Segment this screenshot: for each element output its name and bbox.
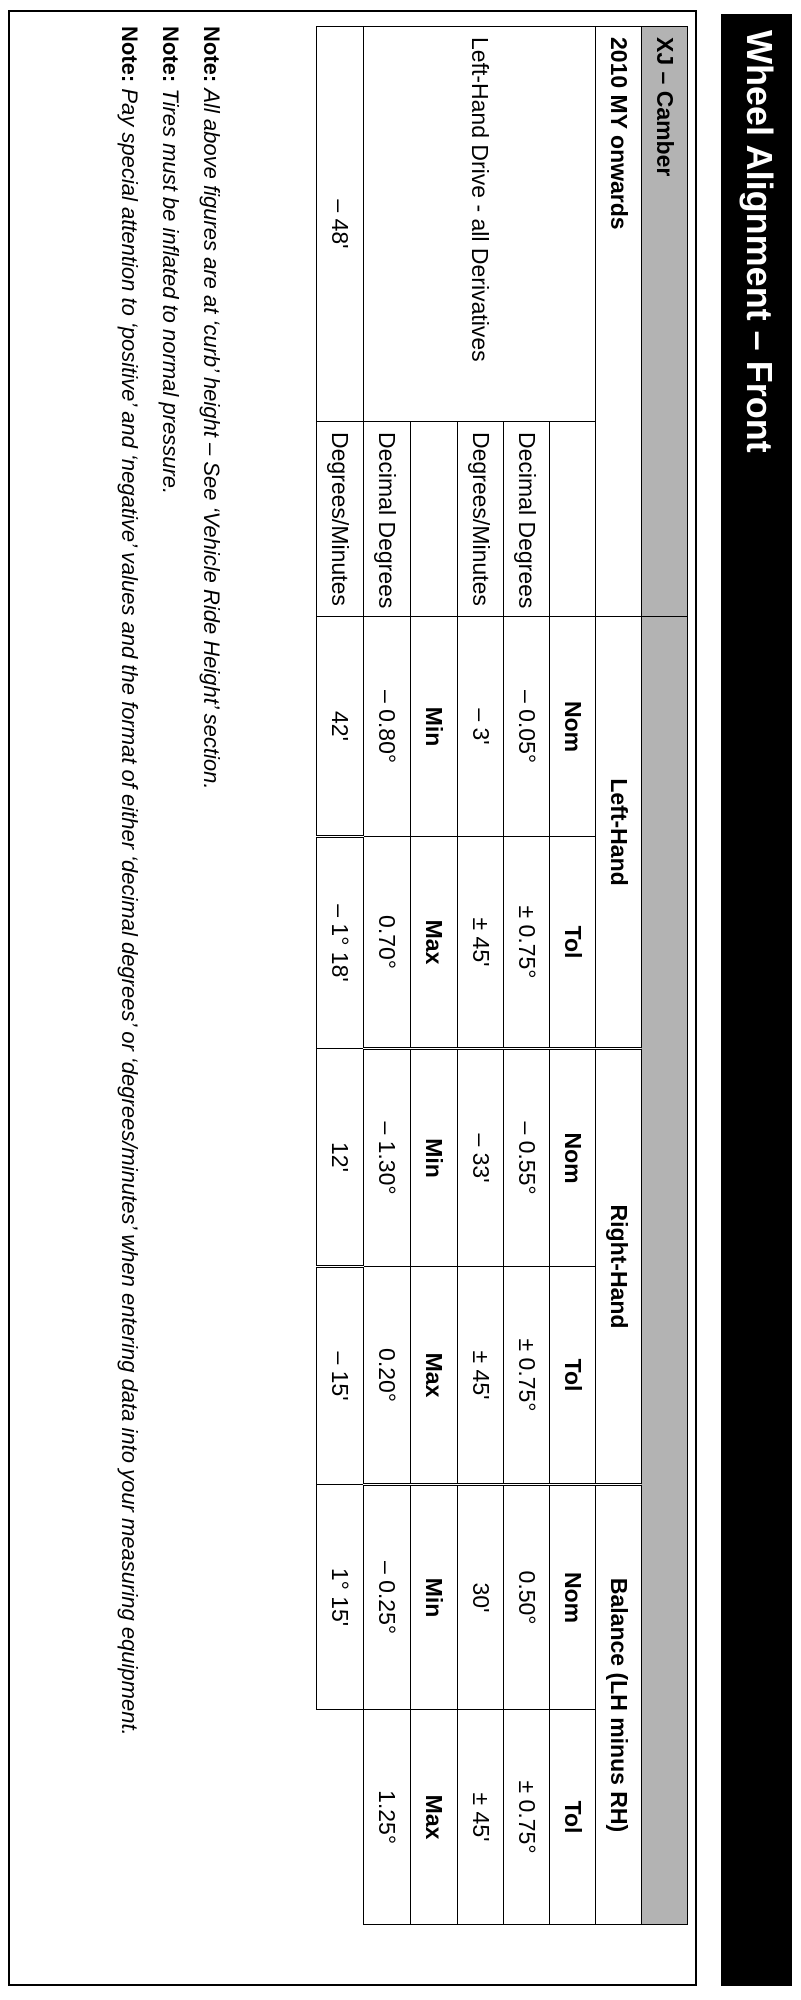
rh-tol-value: ± 0.75° (504, 1267, 550, 1485)
bal-min-value: – 0.25° (364, 1485, 411, 1710)
lh-tol-header: Tol (550, 837, 596, 1049)
row-label: Degrees/Minutes (317, 422, 364, 616)
row-label: Decimal Degrees (504, 422, 550, 617)
lh-nom-value: – 3' (458, 617, 504, 837)
lh-min-value: – 0.80° (364, 617, 411, 837)
rh-min-header: Min (411, 1049, 458, 1267)
rh-nom-header: Nom (550, 1049, 596, 1267)
group-right-hand: Right-Hand (596, 1049, 642, 1485)
row-label: Decimal Degrees (364, 422, 411, 616)
note-sign-format (114, 26, 145, 1906)
bal-max-value: 1° 15' (317, 1485, 364, 1710)
lh-min-value: – 48' (317, 27, 364, 422)
note-text: Pay special attention to ‘positive’ and ‘negative’ values and the format of either ‘decimal degrees’ or ‘degrees/minutes’ when entering data into your measuring equipment. (117, 88, 142, 1736)
bal-nom-header: Nom (550, 1485, 596, 1710)
lh-tol-value: ± 0.75° (504, 837, 550, 1049)
rh-nom-value: – 33' (458, 1049, 504, 1267)
note-text: All above figures are at ‘curb’ height – See ‘Vehicle Ride Height’ section. (199, 88, 224, 790)
notes-section (104, 26, 227, 1906)
camber-spec-table (316, 26, 688, 1925)
bal-min-header: Min (411, 1485, 458, 1710)
lh-nom-header: Nom (550, 617, 596, 837)
rh-max-value: 0.20° (364, 1267, 411, 1485)
bal-nom-value: 0.50° (504, 1485, 550, 1710)
group-left-hand: Left-Hand (596, 617, 642, 1049)
note-curb-height (196, 26, 227, 1906)
bal-nom-value: 30' (458, 1485, 504, 1710)
row-label: Degrees/Minutes (458, 422, 504, 617)
note-label: Note: (117, 26, 142, 83)
lh-nom-value: – 0.05° (504, 617, 550, 837)
table-row (317, 27, 364, 1925)
lh-tol-value: ± 45' (458, 837, 504, 1049)
rh-max-value: 12' (317, 1049, 364, 1267)
lh-min-header: Min (411, 617, 458, 837)
rh-nom-value: – 0.55° (504, 1049, 550, 1267)
row-label-blank (411, 422, 457, 616)
row-label-stack (317, 422, 458, 617)
bal-tol-header: Tol (550, 1710, 596, 1925)
note-tire-pressure (155, 26, 186, 1906)
rh-min-value: – 1.30° (364, 1049, 411, 1267)
rh-tol-header: Tol (550, 1267, 596, 1485)
page-title: Wheel Alignment – Front (739, 30, 780, 453)
lh-max-value: 0.70° (364, 837, 411, 1049)
derivative-cell: Left-Hand Drive - all Derivatives (364, 27, 596, 422)
lh-max-value: 42' (317, 617, 364, 837)
group-balance: Balance (LH minus RH) (596, 1485, 642, 1925)
group-header-row (596, 27, 642, 1925)
note-text: Tires must be inflated to normal pressure. (158, 88, 183, 495)
note-label: Note: (199, 26, 224, 83)
section-title: XJ – Camber (642, 27, 688, 617)
section-header-fill (642, 617, 688, 1925)
nom-tol-header-row (550, 27, 596, 1925)
bal-tol-value: ± 45' (458, 1710, 504, 1925)
lh-max-header: Max (411, 837, 458, 1049)
bal-max-value: 1.25° (364, 1710, 411, 1925)
rh-min-value: – 1° 18' (317, 837, 364, 1049)
bal-min-value: – 15' (317, 1267, 364, 1485)
rh-max-header: Max (411, 1267, 458, 1485)
note-label: Note: (158, 26, 183, 83)
row-label-blank (550, 422, 596, 617)
bal-max-header: Max (411, 1710, 458, 1925)
section-header-row (642, 27, 688, 1925)
model-year-cell: 2010 MY onwards (596, 27, 642, 617)
bal-tol-value: ± 0.75° (504, 1710, 550, 1925)
rh-tol-value: ± 45' (458, 1267, 504, 1485)
